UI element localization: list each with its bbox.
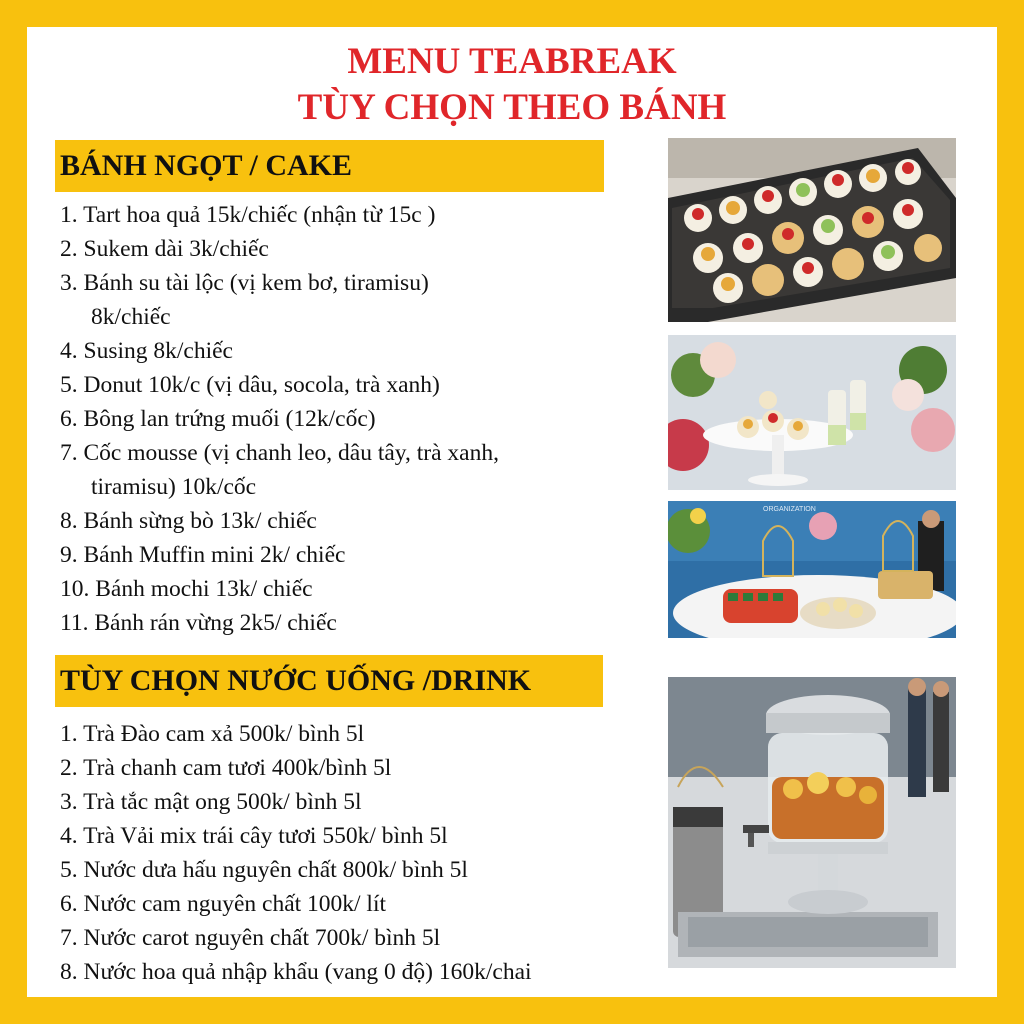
menu-title: MENU TEABREAK [347, 41, 677, 82]
drink-section-heading: TÙY CHỌN NƯỚC UỐNG /DRINK [55, 655, 603, 707]
list-item: 3. Trà tắc mật ong 500k/ bình 5l [60, 789, 362, 815]
cake-section-heading: BÁNH NGỌT / CAKE [55, 140, 604, 192]
list-item-continuation: tiramisu) 10k/cốc [91, 474, 257, 500]
list-item: 3. Bánh su tài lộc (vị kem bơ, tiramisu) [60, 270, 429, 296]
list-item: 4. Trà Vải mix trái cây tươi 550k/ bình 5l [60, 823, 448, 849]
list-item: 5. Nước dưa hấu nguyên chất 800k/ bình 5l [60, 857, 468, 883]
list-item: 8. Bánh sừng bò 13k/ chiếc [60, 508, 317, 534]
list-item-continuation: 8k/chiếc [91, 304, 171, 330]
list-item: 7. Nước carot nguyên chất 700k/ bình 5l [60, 925, 441, 951]
buffet-table-photo [668, 501, 956, 638]
dessert-stand-photo [668, 335, 956, 490]
list-item: 2. Sukem dài 3k/chiếc [60, 236, 269, 262]
list-item: 2. Trà chanh cam tươi 400k/bình 5l [60, 755, 392, 781]
list-item: 6. Nước cam nguyên chất 100k/ lít [60, 891, 387, 917]
list-item: 11. Bánh rán vừng 2k5/ chiếc [60, 610, 337, 636]
drink-dispenser-photo [668, 677, 956, 968]
cake-list [60, 198, 499, 640]
list-item: 5. Donut 10k/c (vị dâu, socola, trà xanh) [60, 372, 440, 398]
list-item: 1. Tart hoa quả 15k/chiếc (nhận từ 15c ) [60, 202, 436, 228]
pastry-tray-photo [668, 138, 956, 322]
photo-sign-text: ORGANIZATION [763, 506, 816, 513]
drink-list [60, 717, 532, 989]
menu-subtitle: TÙY CHỌN THEO BÁNH [297, 87, 727, 128]
list-item: 10. Bánh mochi 13k/ chiếc [60, 576, 313, 602]
list-item: 8. Nước hoa quả nhập khẩu (vang 0 độ) 160k/chai [60, 959, 532, 985]
list-item: 4. Susing 8k/chiếc [60, 338, 233, 364]
list-item: 9. Bánh Muffin mini 2k/ chiếc [60, 542, 346, 568]
list-item: 1. Trà Đào cam xả 500k/ bình 5l [60, 721, 365, 747]
list-item: 6. Bông lan trứng muối (12k/cốc) [60, 406, 376, 432]
list-item: 7. Cốc mousse (vị chanh leo, dâu tây, trà xanh, [60, 440, 499, 466]
